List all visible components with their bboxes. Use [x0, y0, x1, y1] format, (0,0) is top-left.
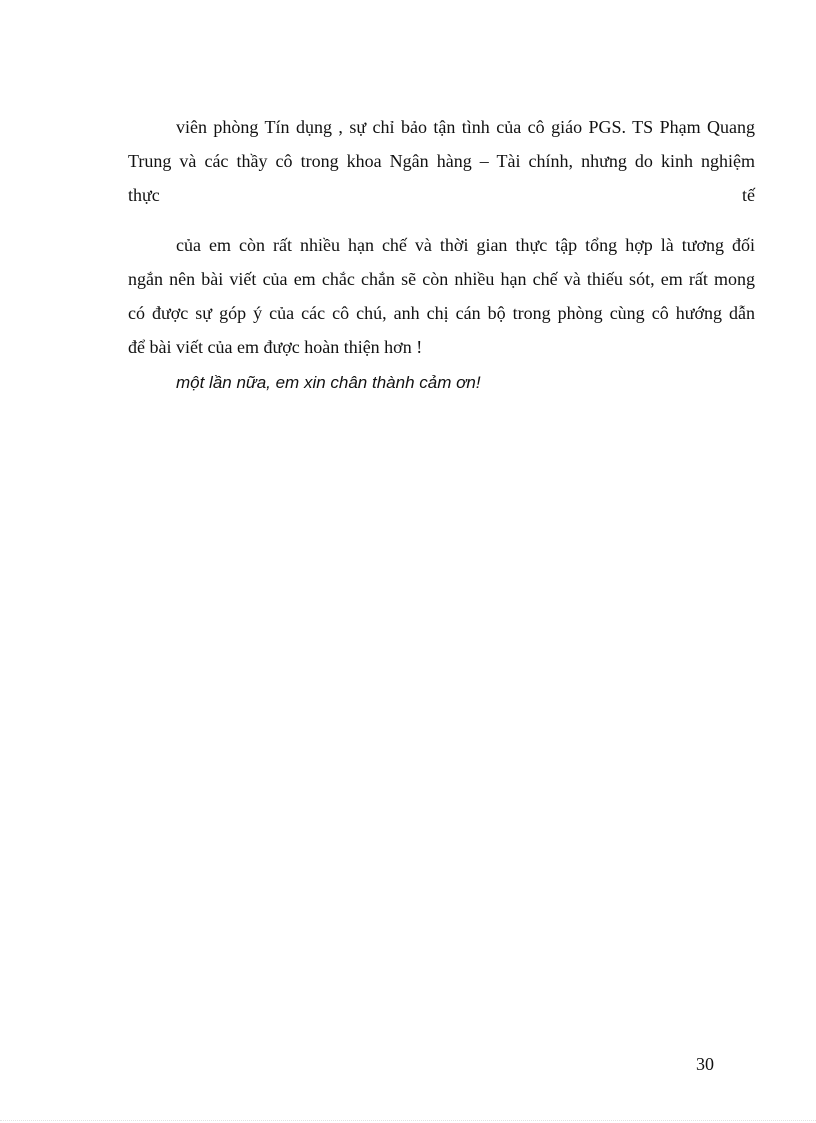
paragraph-acknowledgement-2: [128, 228, 755, 364]
paragraph-line: ngắn nên bài viết của em chắc chắn sẽ còn nhiều hạn chế và thiếu sót, em rất mong: [128, 269, 755, 289]
page-number: 30: [696, 1054, 714, 1074]
paragraph-word: thực: [128, 185, 160, 205]
paragraph-line: để bài viết của em được hoàn thiện hơn !: [128, 337, 423, 357]
paragraph-line: Trung và các thầy cô trong khoa Ngân hàng – Tài chính, nhưng do kinh nghiệm: [128, 151, 755, 171]
page-bottom-divider: [0, 1120, 816, 1121]
paragraph-line: của em còn rất nhiều hạn chế và thời gian thực tập tổng hợp là tương đối: [176, 235, 755, 255]
paragraph-line: viên phòng Tín dụng , sự chỉ bảo tận tình của cô giáo PGS. TS Phạm Quang: [176, 117, 755, 137]
paragraph-line: có được sự góp ý của các cô chú, anh chị cán bộ trong phòng cùng cô hướng dẫn: [128, 303, 755, 323]
paragraph-acknowledgement-1: [128, 110, 755, 212]
paragraph-word: tế: [742, 185, 755, 205]
paragraph-line-justified: [128, 178, 755, 212]
closing-thanks: một lần nữa, em xin chân thành cảm ơn!: [176, 373, 481, 392]
